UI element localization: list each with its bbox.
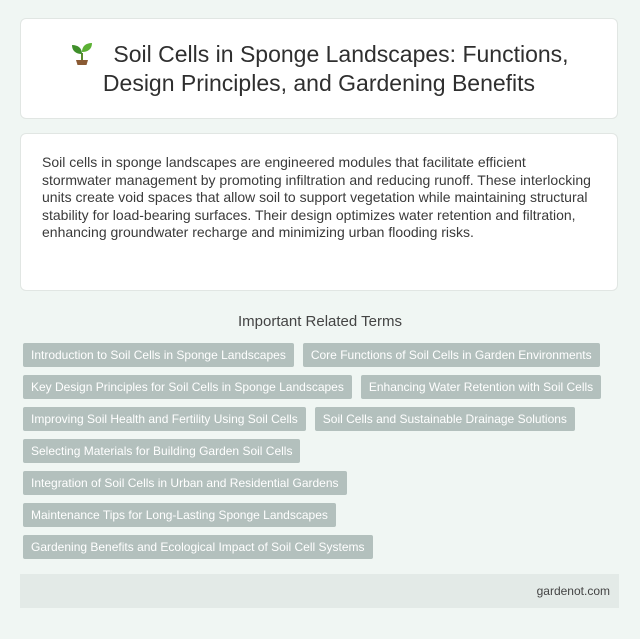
related-term-tag[interactable]: Enhancing Water Retention with Soil Cells [361, 375, 601, 399]
related-term-tag[interactable]: Improving Soil Health and Fertility Using Soil Cells [23, 407, 306, 431]
sprout-icon [69, 40, 95, 66]
related-term-tag[interactable]: Introduction to Soil Cells in Sponge Landscapes [23, 343, 294, 367]
related-term-tag[interactable]: Integration of Soil Cells in Urban and Residential Gardens [23, 471, 347, 495]
related-term-tag[interactable]: Maintenance Tips for Long-Lasting Sponge Landscapes [23, 503, 336, 527]
site-link[interactable]: gardenot.com [536, 584, 610, 598]
intro-paragraph: Soil cells in sponge landscapes are engineered modules that facilitate efficient stormwater management by promoting infiltration and reducing runoff. These interlocking units create void spaces that allow soil to support vegetation while maintaining structural stability for load-bearing surfaces. Their design optimizes water retention and filtration, enhancing groundwater recharge and minimizing urban flooding risks. [42, 154, 591, 240]
related-terms-list [23, 343, 603, 559]
footer [20, 574, 619, 608]
related-terms-heading: Important Related Terms [238, 313, 402, 330]
intro-card [20, 133, 618, 291]
related-term-tag[interactable]: Gardening Benefits and Ecological Impact of Soil Cell Systems [23, 535, 373, 559]
related-term-tag[interactable]: Soil Cells and Sustainable Drainage Solutions [315, 407, 575, 431]
related-term-tag[interactable]: Core Functions of Soil Cells in Garden Environments [303, 343, 600, 367]
header-card [20, 18, 618, 119]
related-term-tag[interactable]: Key Design Principles for Soil Cells in Sponge Landscapes [23, 375, 352, 399]
related-term-tag[interactable]: Selecting Materials for Building Garden Soil Cells [23, 439, 300, 463]
page-title [21, 40, 617, 98]
page-title-text: Soil Cells in Sponge Landscapes: Functions, Design Principles, and Gardening Benefits [102, 40, 569, 96]
